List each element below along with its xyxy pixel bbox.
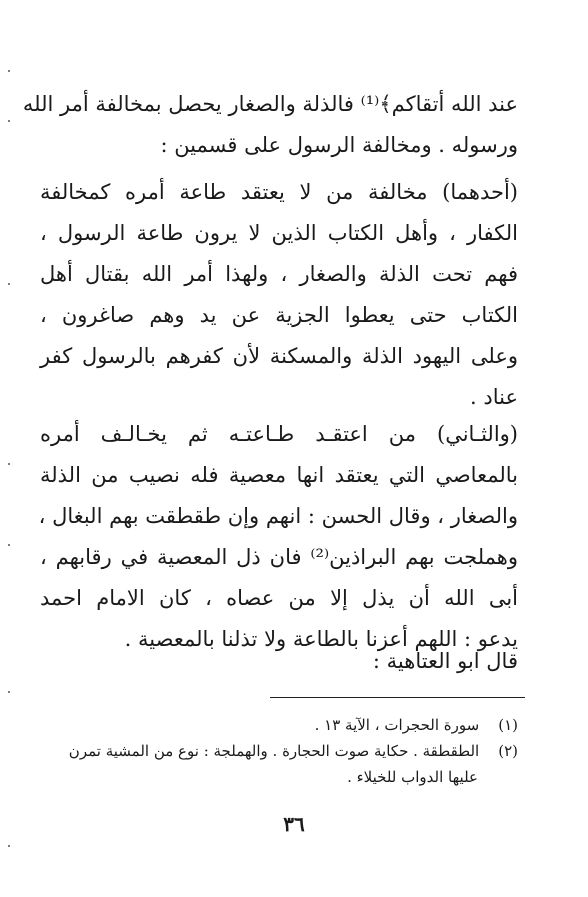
text-line: (والثـاني) من اعتقـد طـاعتـه ثم يخـالـف أمره bbox=[40, 422, 518, 446]
footnote-continuation: عليها الدواب للخيلاء . bbox=[347, 768, 478, 786]
text-line: وعلى اليهود الذلة والمسكنة لأن كفرهم بالرسول كفر bbox=[40, 344, 518, 368]
footnote-item bbox=[40, 712, 518, 738]
closing-paragraph bbox=[40, 641, 518, 682]
second-section-paragraph bbox=[40, 414, 518, 660]
scan-edge-mark bbox=[8, 463, 10, 465]
text-line: قال ابو العتاهية : bbox=[372, 649, 518, 673]
text-line: عناد . bbox=[470, 385, 518, 409]
text-line: الكفار ، وأهل الكتاب الذين لا يرون طاعة الرسول ، bbox=[40, 221, 518, 245]
footnote-text: سورة الحجرات ، الآية ١٣ . bbox=[314, 716, 480, 734]
text-line: بالمعاصي التي يعتقد انها معصية فله نصيب من الذلة bbox=[40, 463, 518, 487]
footnote-separator bbox=[270, 697, 525, 698]
footnote-text: الطقطقة . حكاية صوت الحجارة . والهملجة : نوع من المشية تمرن bbox=[68, 742, 480, 760]
scan-edge-mark bbox=[8, 120, 10, 122]
footnotes bbox=[40, 712, 518, 790]
intro-paragraph bbox=[22, 84, 518, 166]
footnote-number: (١) bbox=[498, 716, 518, 734]
text-line: ورسوله . ومخالفة الرسول على قسمين : bbox=[160, 133, 518, 157]
text-line: وهملجت بهم البراذين⁽²⁾ فان ذل المعصية في رقابهم ، bbox=[40, 545, 518, 569]
footnote-item bbox=[40, 738, 518, 764]
footnote-number: (٢) bbox=[498, 742, 518, 760]
scan-edge-mark bbox=[8, 544, 10, 546]
text-line: (أحدهما) مخالفة من لا يعتقد طاعة أمره كمخالفة bbox=[40, 180, 518, 204]
scan-edge-mark bbox=[8, 70, 10, 72]
text-line: الكتاب حتى يعطوا الجزية عن يد وهم صاغرون ، bbox=[40, 303, 518, 327]
first-section-paragraph bbox=[40, 172, 518, 418]
text-line: فهم تحت الذلة والصغار ، ولهذا أمر الله بقتال أهل bbox=[40, 262, 518, 286]
text-line: والصغار ، وقال الحسن : انهم وإن طقطقت بهم البغال ، bbox=[38, 504, 518, 528]
scan-edge-mark bbox=[8, 845, 10, 847]
text-line: عند الله أتقاكم﴾⁽¹⁾ فالذلة والصغار يحصل بمخالفة أمر الله bbox=[22, 92, 518, 116]
page-number: ٣٦ bbox=[283, 812, 305, 836]
text-line: يدعو : اللهم أعزنا بالطاعة ولا تذلنا بالمعصية . bbox=[124, 627, 518, 651]
text-line: أبى الله أن يذل إلا من عصاه ، كان الامام احمد bbox=[40, 586, 518, 610]
scan-edge-mark bbox=[8, 283, 10, 285]
scan-edge-mark bbox=[8, 691, 10, 693]
